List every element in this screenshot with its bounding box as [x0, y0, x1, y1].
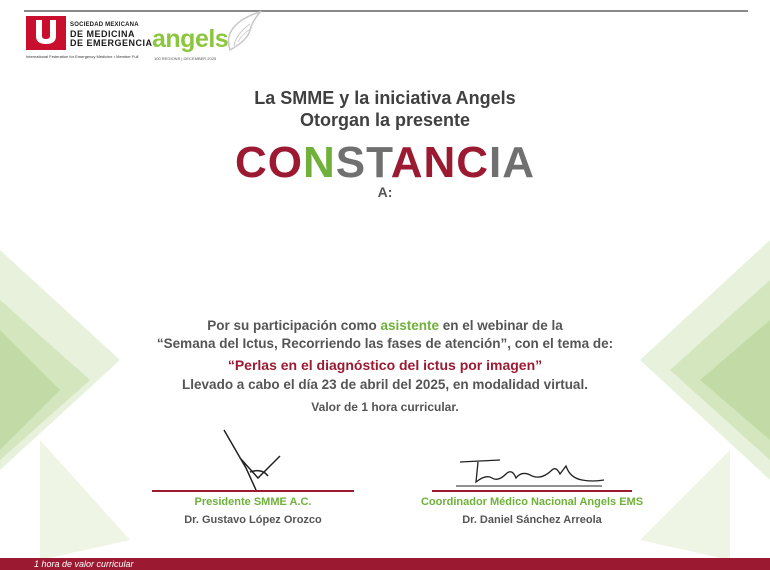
- wing-icon: [222, 10, 264, 54]
- intro-line-1: La SMME y la iniciativa Angels: [254, 88, 516, 108]
- title-part: NC: [423, 138, 490, 187]
- body-line-1-post: en el webinar de la: [439, 318, 563, 333]
- smme-shield-icon: [26, 16, 66, 50]
- title-part: ST: [335, 138, 391, 187]
- footer-bar: [0, 558, 770, 570]
- smme-line3: DE EMERGENCIA: [70, 38, 153, 48]
- certificate-title: [0, 138, 770, 188]
- top-rule: [24, 10, 748, 12]
- title-part: N: [302, 138, 336, 187]
- signature-line: [432, 490, 632, 492]
- attendee-role: asistente: [380, 318, 440, 333]
- webinar-topic: “Perlas en el diagnóstico del ictus por imagen”: [227, 357, 543, 373]
- smme-line2: DE MEDICINA: [70, 29, 136, 39]
- signer-1-name: Dr. Gustavo López Orozco: [184, 514, 322, 526]
- body-line-2: “Semana del Ictus, Recorriendo las fases de atención”, con el tema de:: [156, 336, 614, 351]
- signer-2-name: Dr. Daniel Sánchez Arreola: [462, 514, 602, 526]
- body-line-4: Llevado a cabo el día 23 de abril del 2025, en modalidad virtual.: [182, 377, 588, 392]
- title-part: CO: [234, 138, 303, 187]
- signer-2-role: Coordinador Médico Nacional Angels EMS: [420, 496, 644, 508]
- angels-wordmark: angels: [152, 25, 229, 53]
- signature-line: [152, 490, 354, 492]
- signature-1-image: [210, 428, 300, 492]
- signature-2-image: [452, 452, 612, 492]
- curricular-value: Valor de 1 hora curricular.: [311, 400, 459, 414]
- angels-tagline: 100 REGIONS | DECEMBER 2025: [154, 56, 217, 61]
- title-part: IA: [489, 138, 536, 187]
- title-part: A: [390, 138, 424, 187]
- body-line-1-pre: Por su participación como: [207, 318, 381, 333]
- smme-name: [70, 21, 153, 48]
- smme-tagline: International Federation for Emergency Medicine • Member Full: [26, 54, 139, 59]
- recipient-label: A:: [377, 184, 393, 200]
- angels-logo: [152, 10, 272, 64]
- signer-1-role: Presidente SMME A.C.: [194, 496, 312, 508]
- smme-line1: SOCIEDAD MEXICANA: [70, 22, 139, 28]
- footer-text: 1 hora de valor curricular: [34, 559, 134, 569]
- intro-line-2: Otorgan la presente: [299, 110, 471, 130]
- body-line-1: [0, 318, 770, 333]
